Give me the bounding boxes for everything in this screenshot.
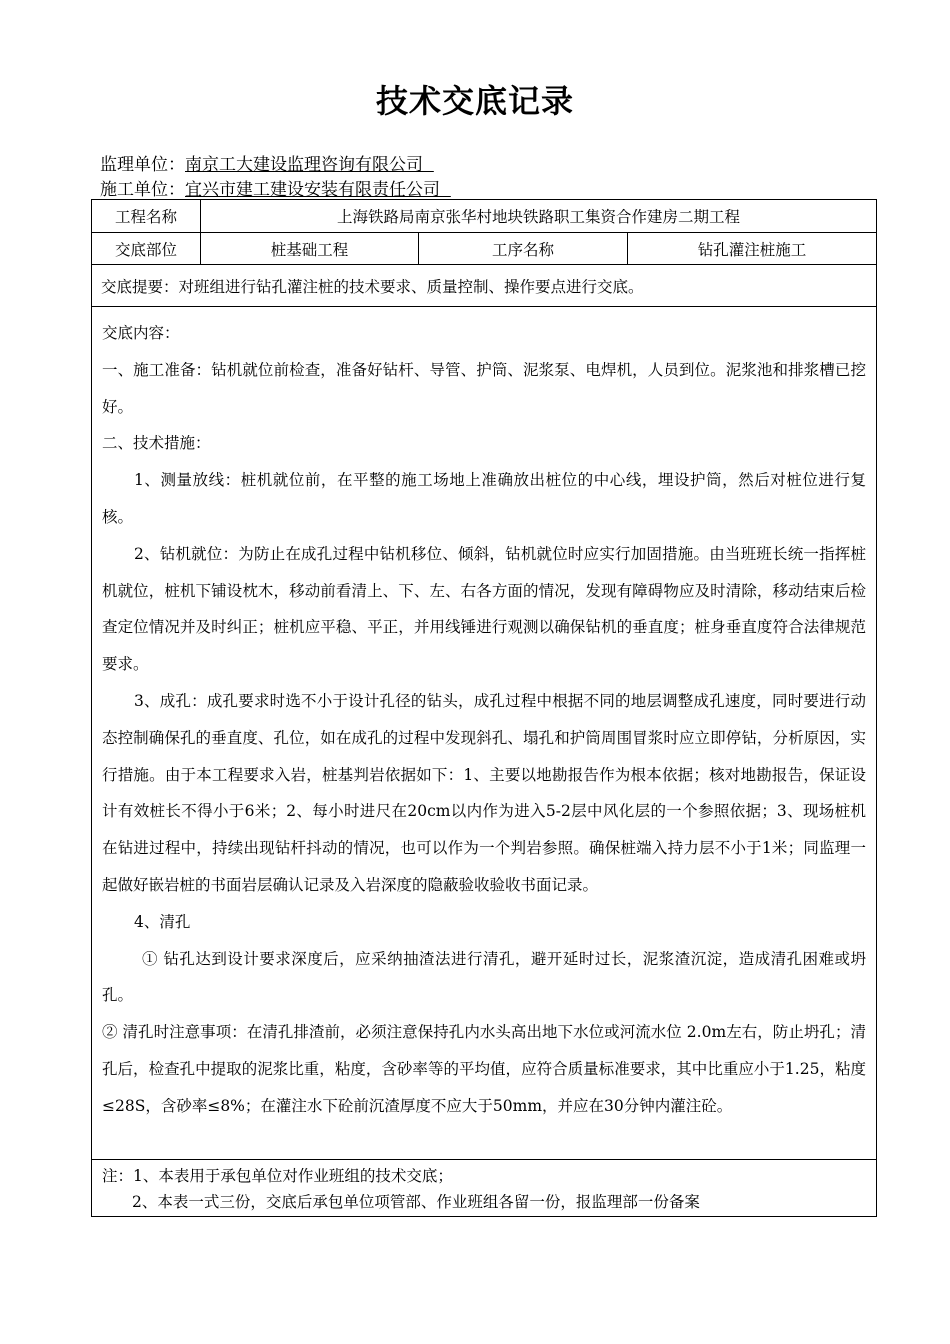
construction-unit-line bbox=[100, 175, 451, 200]
content-cell bbox=[92, 307, 877, 1160]
process-label: 工序名称 bbox=[419, 233, 628, 265]
supervision-unit-line bbox=[100, 150, 434, 175]
supervision-unit-label: 监理单位： bbox=[100, 155, 185, 175]
content-paragraph: ① 钻孔达到设计要求深度后，应采纳抽渣法进行清孔，避开延时过长，泥浆渣沉淀，造成清孔困难或坍孔。 bbox=[102, 949, 866, 1005]
note-line: 2、本表一式三份，交底后承包单位项管部、作业班组各留一份，报监理部一份备案 bbox=[132, 1193, 700, 1211]
construction-unit-value: 宜兴市建工建设安装有限责任公司 bbox=[185, 180, 440, 200]
project-name-value: 上海铁路局南京张华村地块铁路职工集资合作建房二期工程 bbox=[201, 200, 877, 233]
project-name-label: 工程名称 bbox=[92, 200, 201, 233]
content-paragraph: 4、清孔 bbox=[134, 912, 191, 931]
note-line: 注：1、本表用于承包单位对作业班组的技术交底； bbox=[102, 1167, 453, 1185]
supervision-unit-value: 南京工大建设监理咨询有限公司 bbox=[185, 155, 423, 175]
part-label: 交底部位 bbox=[92, 233, 201, 265]
notes-cell bbox=[92, 1160, 877, 1217]
record-table bbox=[91, 199, 877, 1217]
content-paragraph: 3、成孔：成孔要求时选不小于设计孔径的钻头，成孔过程中根据不同的地层调整成孔速度，同时要进行动态控制确保孔的垂直度、孔位，如在成孔的过程中发现斜孔、塌孔和护筒周围冒浆时应立即停钻，分析原因，实行措施。由于本工程要求入岩，桩基判岩依据如下：1、主要以地勘报告作为根本依据；核对地勘报告，保证设计有效桩长不得小于6米；2、每小时进尺在20cm以内作为进入5-2层中风化层的一个参照依据；3、现场桩机在钻进过程中，持续出现钻杆抖动的情况，也可以作为一个判岩参照。确保桩端入持力层不小于1米；同监理一起做好嵌岩桩的书面岩层确认记录及入岩深度的隐蔽验收验收书面记录。 bbox=[102, 691, 866, 894]
content-paragraph: 1、测量放线：桩机就位前，在平整的施工场地上准确放出桩位的中心线，埋设护筒，然后对桩位进行复核。 bbox=[102, 471, 866, 526]
part-value: 桩基础工程 bbox=[201, 233, 419, 265]
content-paragraph: 二、技术措施： bbox=[102, 434, 211, 453]
summary-cell: 交底提要：对班组进行钻孔灌注桩的技术要求、质量控制、操作要点进行交底。 bbox=[92, 265, 877, 307]
content-paragraph: 一、施工准备：钻机就位前检查，准备好钻杆、导管、护筒、泥浆泵、电焊机，人员到位。泥浆池和排浆槽已挖好。 bbox=[102, 360, 866, 416]
content-paragraph: 2、钻机就位：为防止在成孔过程中钻机移位、倾斜，钻机就位时应实行加固措施。由当班班长统一指挥桩机就位，桩机下铺设枕木，移动前看清上、下、左、右各方面的情况，发现有障碍物应及时清除，移动结束后检查定位情况并及时纠正；桩机应平稳、平正，并用线锤进行观测以确保钻机的垂直度；桩身垂直度符合法律规范要求。 bbox=[102, 544, 866, 674]
construction-unit-label: 施工单位： bbox=[100, 180, 185, 200]
process-value: 钻孔灌注桩施工 bbox=[628, 233, 877, 265]
content-heading: 交底内容： bbox=[102, 324, 180, 342]
document-title: 技术交底记录 bbox=[375, 82, 574, 120]
content-paragraph: ② 清孔时注意事项：在清孔排渣前，必须注意保持孔内水头高出地下水位或河流水位 2.0m左右，防止坍孔；清孔后，检查孔中提取的泥浆比重，粘度，含砂率等的平均值，应符合质量标准要求，其中比重应小于1.25，粘度≤28S，含砂率≤8%；在灌注水下砼前沉渣厚度不应大于50mm，并应在30分钟内灌注砼。 bbox=[102, 1023, 866, 1115]
